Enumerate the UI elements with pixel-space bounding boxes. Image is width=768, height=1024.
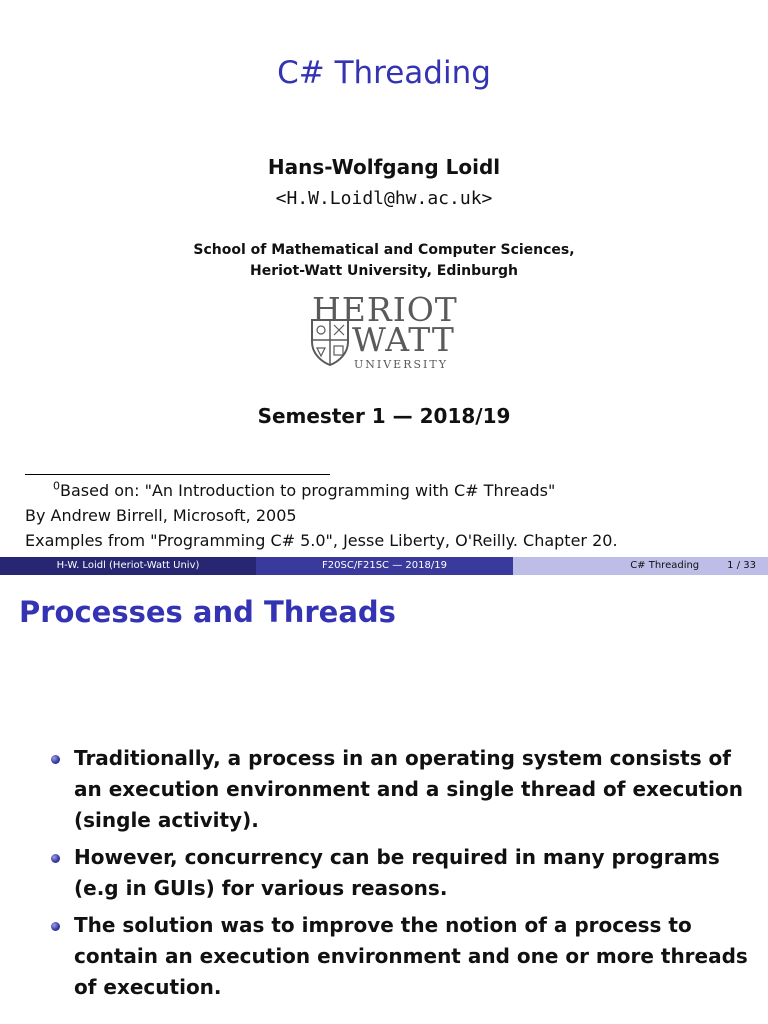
footnote-line-2: By Andrew Birrell, Microsoft, 2005 [25,506,297,525]
bullet-list [48,743,753,1009]
footnote-line-3: Examples from "Programming C# 5.0", Jesse Liberty, O'Reilly. Chapter 20. [25,531,618,550]
institution-line-2: Heriot-Watt University, Edinburgh [249,263,518,279]
bullet-icon [51,922,60,931]
bullet-icon [51,854,60,863]
institution-line-1: School of Mathematical and Computer Sciences, [193,242,575,258]
footer-right [513,557,768,575]
footer-page-number: 1 / 33 [727,560,756,571]
semester: Semester 1 — 2018/19 [257,404,511,428]
bullet-item: However, concurrency can be required in many programs (e.g in GUIs) for various reasons. [48,842,753,904]
logo-watt: WATT [352,320,455,359]
footer-author: H-W. Loidl (Heriot-Watt Univ) [0,557,256,575]
beamer-footer [0,557,768,575]
heriot-watt-logo [308,290,460,374]
institution [0,240,768,282]
logo-university: UNIVERSITY [354,358,448,371]
bullet-item: Traditionally, a process in an operating system consists of an execution environment and a single thread of execution (single activity). [48,743,753,836]
slide-title: C# Threading [277,55,491,91]
content-slide [0,578,768,1024]
author-name: Hans-Wolfgang Loidl [267,155,501,179]
footnote-rule [25,474,330,475]
bullet-icon [51,755,60,764]
frame-title: Processes and Threads [19,595,396,629]
footnote [25,478,755,553]
author-email: <H.W.Loidl@hw.ac.uk> [275,188,493,209]
bullet-item: The solution was to improve the notion of a process to contain an execution environment and one or more threads of execution. [48,910,753,1003]
footnote-mark: 0 [53,479,60,493]
footer-topic: C# Threading [630,560,700,571]
logo-heriot: HERIOT [312,290,458,329]
footnote-line-1: $^0$Based on: "An Introduction to programming with C# Threads" [53,479,556,500]
footer-course: F20SC/F21SC — 2018/19 [256,557,513,575]
